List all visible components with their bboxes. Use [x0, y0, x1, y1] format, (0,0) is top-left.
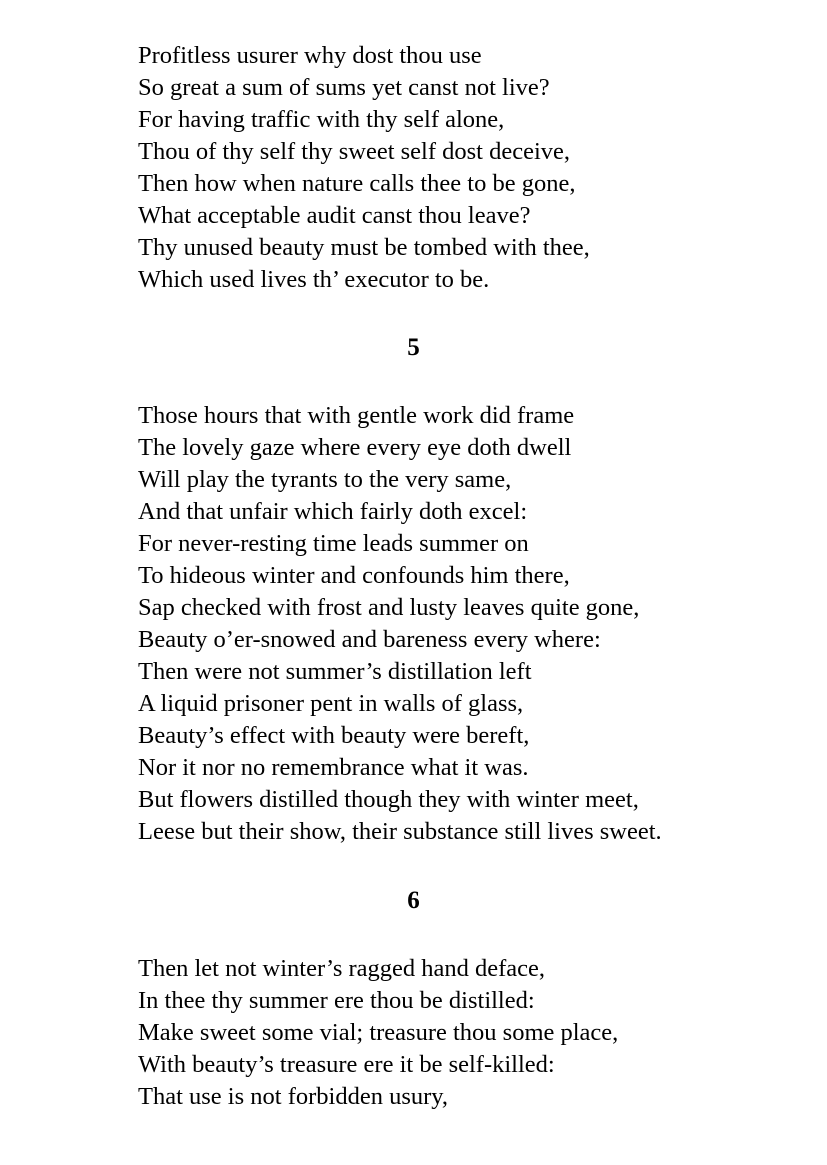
verse-line: Thou of thy self thy sweet self dost deceive,	[138, 138, 571, 165]
verse-line: Beauty’s effect with beauty were bereft,	[138, 722, 530, 749]
verse-line: Which used lives th’ executor to be.	[138, 266, 490, 293]
sonnet-number-heading: 6	[407, 887, 420, 914]
verse-line: Then how when nature calls thee to be gone,	[138, 170, 576, 197]
sonnet-number-heading: 5	[407, 334, 420, 361]
verse-line: For having traffic with thy self alone,	[138, 106, 505, 133]
verse-line: Leese but their show, their substance still lives sweet.	[138, 818, 662, 845]
verse-line: Beauty o’er-snowed and bareness every where:	[138, 626, 601, 653]
verse-line: Those hours that with gentle work did frame	[138, 402, 575, 429]
verse-line: For never-resting time leads summer on	[138, 530, 529, 557]
verse-line: Will play the tyrants to the very same,	[138, 466, 512, 493]
verse-line: What acceptable audit canst thou leave?	[138, 202, 531, 229]
verse-line: Nor it nor no remembrance what it was.	[138, 754, 529, 781]
verse-line: The lovely gaze where every eye doth dwell	[138, 434, 572, 461]
verse-line: But flowers distilled though they with winter meet,	[138, 786, 639, 813]
verse-line: Thy unused beauty must be tombed with thee,	[138, 234, 590, 261]
verse-line: Make sweet some vial; treasure thou some place,	[138, 1019, 619, 1046]
sonnet-5	[138, 400, 798, 848]
verse-line: Then let not winter’s ragged hand deface,	[138, 955, 546, 982]
sonnet-4-ending	[138, 40, 798, 296]
verse-line: To hideous winter and confounds him there,	[138, 562, 570, 589]
verse-line: So great a sum of sums yet canst not live?	[138, 74, 550, 101]
verse-line: And that unfair which fairly doth excel:	[138, 498, 528, 525]
verse-line: A liquid prisoner pent in walls of glass,	[138, 690, 524, 717]
verse-line: Profitless usurer why dost thou use	[138, 42, 482, 69]
verse-line: With beauty’s treasure ere it be self-killed:	[138, 1051, 555, 1078]
verse-line: Then were not summer’s distillation left	[138, 658, 532, 685]
verse-line: In thee thy summer ere thou be distilled:	[138, 987, 535, 1014]
sonnet-6	[138, 953, 798, 1113]
verse-line: That use is not forbidden usury,	[138, 1083, 449, 1110]
verse-line: Sap checked with frost and lusty leaves quite gone,	[138, 594, 640, 621]
